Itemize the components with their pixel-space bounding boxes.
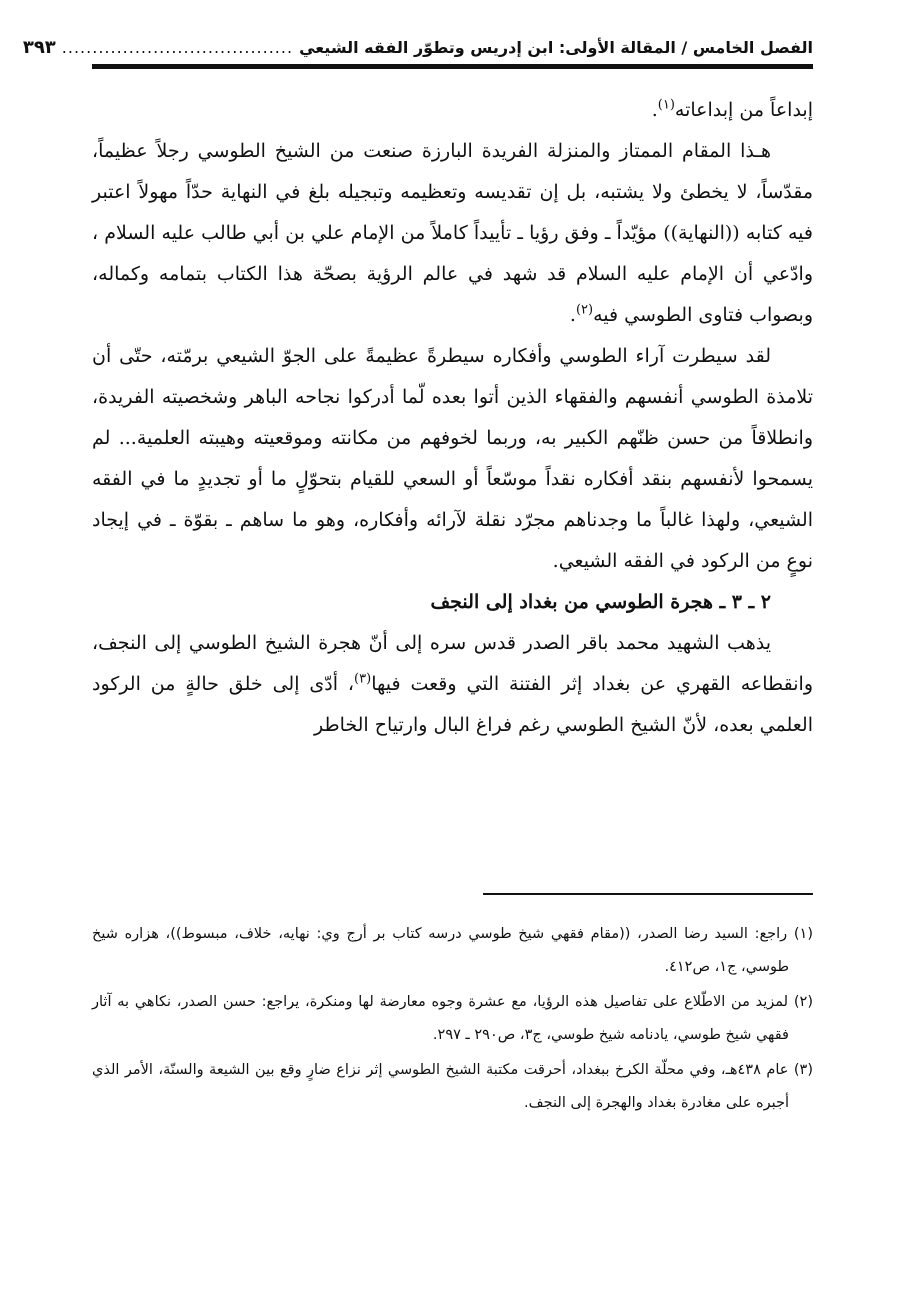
header-rule xyxy=(92,64,813,69)
paragraph-2: هـذا المقام الممتاز والمنزلة الفريدة البارزة صنعت من الشيخ الطوسي رجلاً عظيماً، مقدّساً، لا يخطئ ولا يشتبه، بل إن تقديسه وتعظيمه وتبجيله بلغ في النهاية حدّاً مهولاً اعتبر فيه كتابه ((النهاية)) مؤيّداً ـ وفق رؤيا ـ تأييداً كاملاً من الإمام علي بن أبي طالب عليه السلام ، وادّعي أن الإمام عليه السلام قد شهد في عالم الرؤية بصحّة هذا الكتاب بتمامه وكماله، وبصواب فتاوى الطوسي فيه$^{(٢)}$. xyxy=(92,140,813,326)
chapter-title: الفصل الخامس / المقالة الأولى: ابن إدريس وتطوّر الفقه الشيعي xyxy=(299,37,813,57)
paragraph-4: يذهب الشهيد محمد باقر الصدر قدس سره إلى أنّ هجرة الشيخ الطوسي إلى النجف، وانقطاعه القهري عن بغداد إثر الفتنة التي وقعت فيها$^{(٣)}$، أدّى إلى خلق حالةٍ من الركود العلمي بعده، لأنّ الشيخ الطوسي رغم فراغ البال وارتياح الخاطر xyxy=(92,632,813,736)
footnote-number: (١) xyxy=(793,926,813,942)
footnote-number: (٣) xyxy=(793,1062,814,1078)
footnote-3 xyxy=(92,1054,813,1120)
running-header xyxy=(22,32,813,62)
footnote-text: لمزيد من الاطّلاع على تفاصيل هذه الرؤيا، مع عشرة وجوه معارضة لها ومنكرة، يراجع: حسن الصدر، نكاهي به آثار فقهي شيخ طوسي، يادنامه شيخ طوسي، ج٣، ص٢٩٠ ـ ٢٩٧. xyxy=(92,994,789,1043)
footnote-ref-1[interactable]: (١) xyxy=(657,97,675,113)
footnote-text: راجع: السيد رضا الصدر، ((مقام فقهي شيخ طوسي درسه كتاب بر أرج وي: نهايه، خلاف، مبسوط))، هزاره شيخ طوسي، ج١، ص٤١٢. xyxy=(92,926,789,975)
footnote-number: (٢) xyxy=(793,994,813,1010)
footnote-2 xyxy=(92,986,813,1052)
section-heading: ٢ ـ ٣ ـ هجرة الطوسي من بغداد إلى النجف xyxy=(430,591,771,613)
main-text xyxy=(92,90,813,746)
footnotes xyxy=(92,918,813,1122)
footnote-ref-2[interactable]: (٢) xyxy=(575,302,594,318)
paragraph-3: لقد سيطرت آراء الطوسي وأفكاره سيطرةً عظيمةً على الجوّ الشيعي برمّته، حتّى أن تلامذة الطوسي أنفسهم والفقهاء الذين أتوا بعده لّما أدركوا نجاحه الباهر وشخصيته الفريدة، وانطلاقاً من حسن ظنّهم الكبير به، وربما لخوفهم من مكانته وموقعيته وهيبته العلمية... لم يسمحوا لأنفسهم بنقد أفكاره نقداً موسّعاً أو السعي للقيام بتحوّلٍ ما أو تجديدٍ ما في الفقه الشيعي، ولهذا غالباً ما وجدناهم مجرّد نقلة لآرائه وأفكاره، وهو ما ساهم ـ بقوّة ـ في إيجاد نوعٍ من الركود في الفقه الشيعي. xyxy=(92,345,813,572)
footnote-1 xyxy=(92,918,813,984)
footnote-text: عام ٤٣٨هـ، وفي محلّة الكرخ ببغداد، أحرقت مكتبة الشيخ الطوسي إثر نزاع ضارٍ وقع بين الشيعة والسنّة، الأمر الذي أجبره على مغادرة بغداد والهجرة إلى النجف. xyxy=(92,1062,789,1111)
leader-dots: ...................................... xyxy=(61,37,294,57)
paragraph-1: إبداعاً من إبداعاته$^{(١)}$. xyxy=(651,97,813,121)
footnote-ref-3[interactable]: (٣) xyxy=(354,671,372,687)
footnote-separator xyxy=(483,893,813,895)
page-number: ٣٩٣ xyxy=(22,36,56,58)
